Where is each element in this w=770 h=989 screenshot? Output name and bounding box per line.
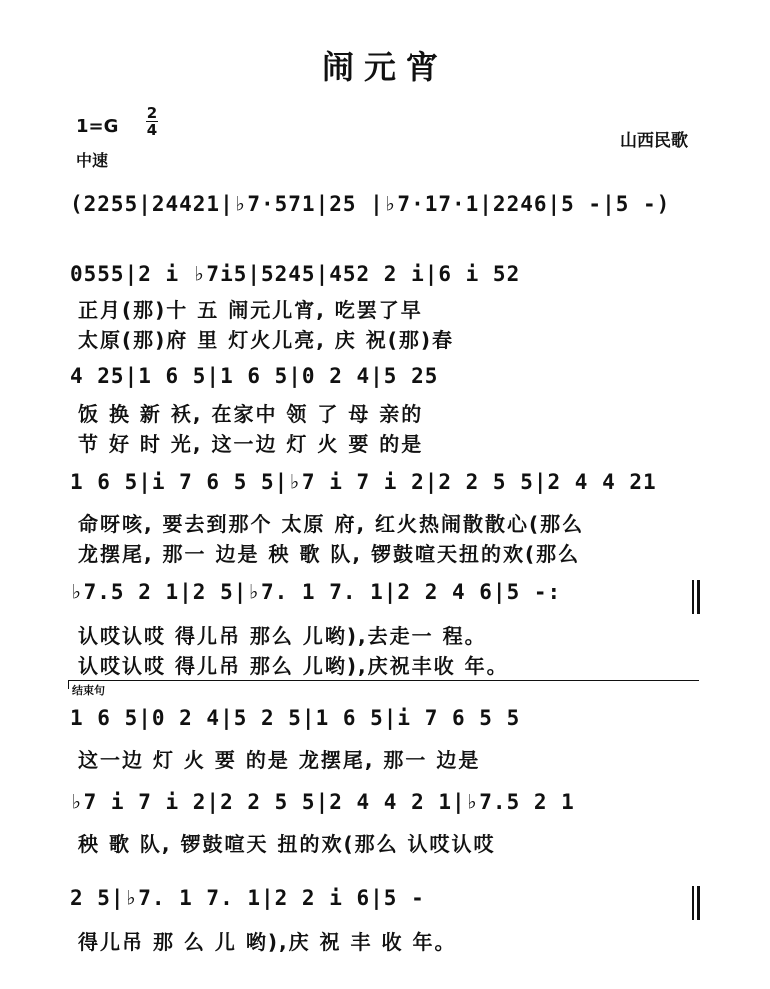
ending-bracket bbox=[68, 680, 699, 689]
lyric-verse-1: 得儿吊 那 么 儿 哟),庆 祝 丰 收 年。 bbox=[78, 930, 457, 954]
time-top: 2 bbox=[146, 104, 158, 122]
notes: 1 6 5|0 2 4|5 2 5|1 6 5|i 7 6 5 5 bbox=[70, 706, 521, 730]
time-bottom: 4 bbox=[146, 121, 158, 139]
notes: ♭7.5 2 1|2 5|♭7. 1 7. 1|2 2 4 6|5 -: bbox=[70, 580, 562, 604]
final-barline bbox=[697, 580, 700, 614]
notes: 1 6 5|i 7 6 5 5|♭7 i 7 i 2|2 2 5 5|2 4 4 21 bbox=[70, 470, 657, 494]
lyric-verse-1: 秧 歌 队, 锣鼓喧天 扭的欢(那么 认哎认哎 bbox=[78, 832, 496, 856]
barline bbox=[692, 886, 694, 920]
lyric-verse-2: 认哎认哎 得儿吊 那么 儿哟),庆祝丰收 年。 bbox=[78, 654, 509, 678]
notes: 4 25|1 6 5|1 6 5|0 2 4|5 25 bbox=[70, 364, 439, 388]
notes: (2255|24421|♭7·571|25 |♭7·17·1|2246|5 -|5 -) bbox=[70, 192, 671, 216]
lyric-verse-1: 正月(那)十 五 闹元儿宵, 吃罢了早 bbox=[78, 298, 423, 322]
song-title: 闹元宵 bbox=[321, 48, 448, 86]
song-source: 山西民歌 bbox=[620, 131, 688, 151]
notes: 2 5|♭7. 1 7. 1|2 2 i 6|5 - bbox=[70, 886, 425, 910]
key-signature: 1=G bbox=[76, 116, 119, 137]
notes: ♭7 i 7 i 2|2 2 5 5|2 4 4 2 1|♭7.5 2 1 bbox=[70, 790, 575, 814]
repeat-barline bbox=[692, 580, 694, 614]
tempo-marking: 中速 bbox=[76, 151, 109, 170]
time-signature bbox=[146, 106, 158, 137]
notes: 0555|2 i ♭7i5|5245|452 2 i|6 i 52 bbox=[70, 262, 521, 286]
ending-label: 结束句 bbox=[72, 684, 105, 697]
final-barline bbox=[697, 886, 700, 920]
lyric-verse-1: 认哎认哎 得儿吊 那么 儿哟),去走一 程。 bbox=[78, 624, 487, 648]
lyric-verse-1: 命呀咳, 要去到那个 太原 府, 红火热闹散散心(那么 bbox=[78, 512, 585, 536]
lyric-verse-1: 这一边 灯 火 要 的是 龙摆尾, 那一 边是 bbox=[78, 748, 481, 772]
lyric-verse-2: 太原(那)府 里 灯火儿亮, 庆 祝(那)春 bbox=[78, 328, 455, 352]
lyric-verse-1: 饭 换 新 袄, 在家中 领 了 母 亲的 bbox=[78, 402, 424, 426]
lyric-verse-2: 节 好 时 光, 这一边 灯 火 要 的是 bbox=[78, 432, 424, 456]
lyric-verse-2: 龙摆尾, 那一 边是 秧 歌 队, 锣鼓喧天扭的欢(那么 bbox=[78, 542, 581, 566]
